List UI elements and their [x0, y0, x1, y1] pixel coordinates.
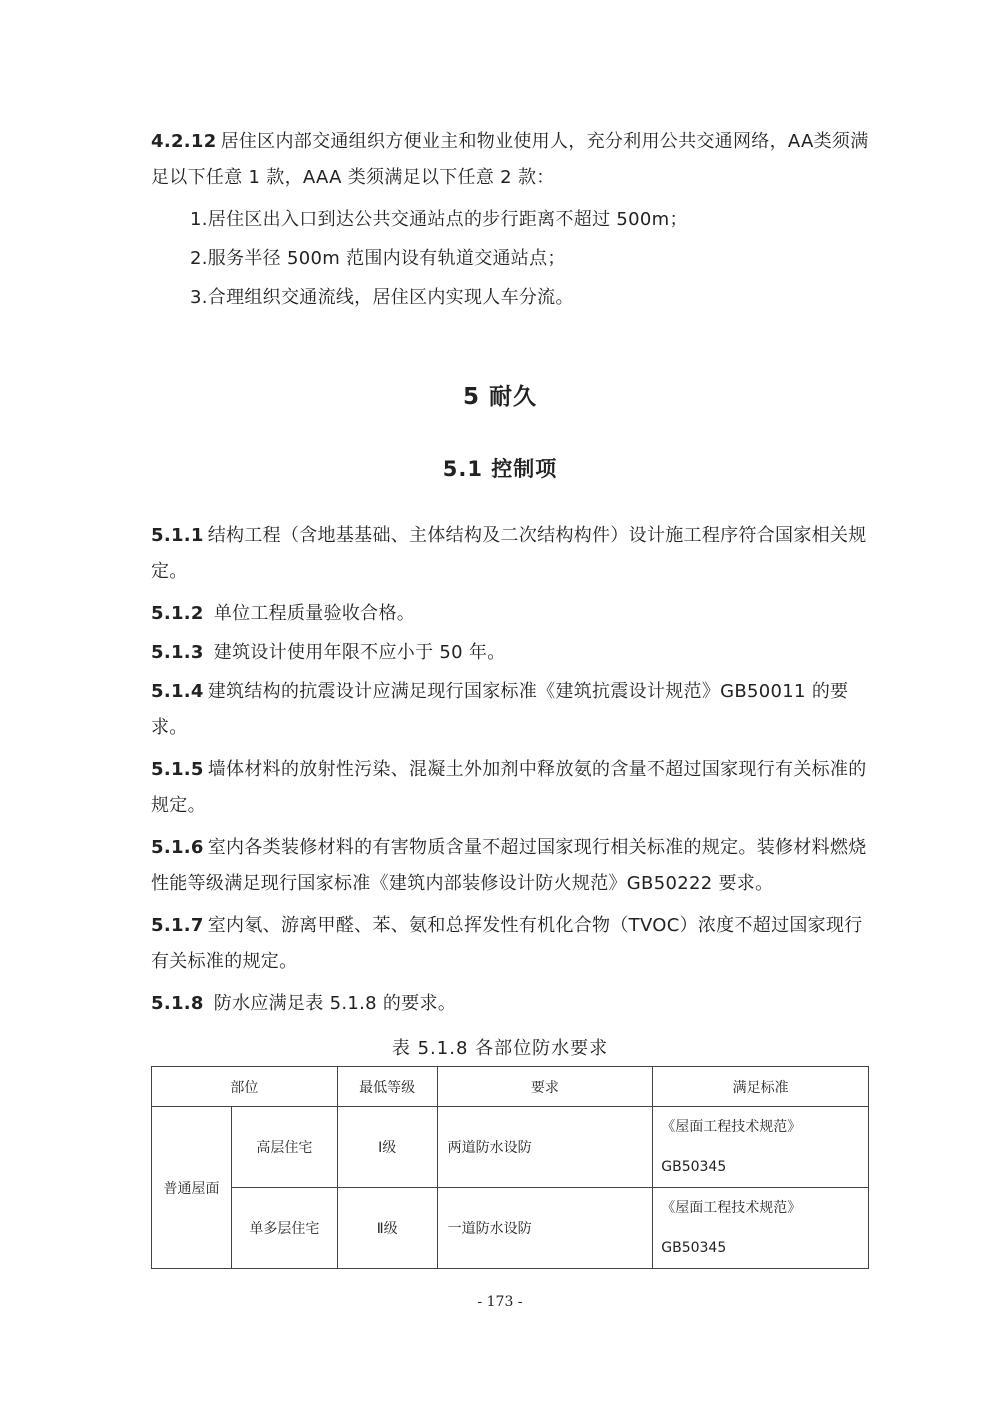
- header-cell: 满足标准: [653, 1067, 869, 1107]
- group-cell: 普通屋面: [152, 1107, 232, 1269]
- list-item: 1.居住区出入口到达公共交通站点的步行距离不超过 500m；: [190, 209, 688, 230]
- table-header-row: [152, 1067, 869, 1107]
- clause-5-1-6: [151, 830, 871, 902]
- clause-text: 建筑结构的抗震设计应满足现行国家标准《建筑抗震设计规范》GB50011 的要求。: [151, 681, 849, 738]
- requirement-cell: 两道防水设防: [437, 1107, 653, 1188]
- clause-number: 5.1.3: [151, 642, 204, 663]
- clause-number: 5.1.5: [151, 759, 204, 780]
- standard-code: GB50345: [661, 1240, 727, 1256]
- standard-code: GB50345: [661, 1159, 727, 1175]
- part-cell: 单多层住宅: [231, 1188, 337, 1269]
- list-item: 2.服务半径 500m 范围内设有轨道交通站点；: [190, 248, 566, 269]
- clause-5-1-8: [151, 986, 871, 1022]
- clause-5-1-4: [151, 674, 871, 746]
- clause-number: 4.2.12: [151, 131, 217, 152]
- standard-cell: [653, 1107, 869, 1188]
- clause-5-1-1: [151, 518, 871, 590]
- clause-text: 室内氡、游离甲醛、苯、氨和总挥发性有机化合物（TVOC）浓度不超过国家现行有关标准的规定。: [151, 915, 863, 972]
- header-cell: 要求: [437, 1067, 653, 1107]
- clause-text: 墙体材料的放射性污染、混凝土外加剂中释放氨的含量不超过国家现行有关标准的规定。: [151, 759, 867, 816]
- clause-5-1-2: [151, 596, 871, 632]
- clause-text: 建筑设计使用年限不应小于 50 年。: [207, 642, 506, 663]
- clause-text: 单位工程质量验收合格。: [207, 603, 416, 624]
- clause-number: 5.1.8: [151, 993, 204, 1014]
- page-number: - 173 -: [477, 1294, 523, 1310]
- clause-text: 居住区内部交通组织方便业主和物业使用人，充分利用公共交通网络，AA类须满足以下任意 1 款，AAA 类须满足以下任意 2 款：: [151, 131, 869, 188]
- clause-text: 室内各类装修材料的有害物质含量不超过国家现行相关标准的规定。装修材料燃烧性能等级满足现行国家标准《建筑内部装修设计防火规范》GB50222 要求。: [151, 837, 867, 894]
- table-row: [152, 1107, 869, 1188]
- header-cell: 最低等级: [337, 1067, 437, 1107]
- section-title: 5.1 控制项: [442, 457, 558, 481]
- grade-cell: Ⅱ级: [337, 1188, 437, 1269]
- clause-number: 5.1.1: [151, 525, 204, 546]
- clause-text: 防水应满足表 5.1.8 的要求。: [207, 993, 457, 1014]
- standard-cell: [653, 1188, 869, 1269]
- standard-title: 《屋面工程技术规范》: [661, 1200, 802, 1216]
- clause-5-1-7: [151, 908, 871, 980]
- clause-4-2-12: [151, 124, 871, 196]
- clause-5-1-5: [151, 752, 871, 824]
- table-caption: 表 5.1.8 各部位防水要求: [391, 1038, 609, 1059]
- clause-number: 5.1.2: [151, 603, 204, 624]
- clause-5-1-3: [151, 635, 871, 671]
- table-row: [152, 1188, 869, 1269]
- grade-cell: Ⅰ级: [337, 1107, 437, 1188]
- clause-number: 5.1.4: [151, 681, 204, 702]
- clause-number: 5.1.7: [151, 915, 204, 936]
- chapter-title: 5 耐久: [462, 384, 537, 410]
- clause-text: 结构工程（含地基基础、主体结构及二次结构构件）设计施工程序符合国家相关规定。: [151, 525, 867, 582]
- header-cell: 部位: [152, 1067, 338, 1107]
- standard-title: 《屋面工程技术规范》: [661, 1119, 802, 1135]
- list-item: 3.合理组织交通流线，居住区内实现人车分流。: [190, 287, 574, 308]
- part-cell: 高层住宅: [231, 1107, 337, 1188]
- requirement-cell: 一道防水设防: [437, 1188, 653, 1269]
- clause-number: 5.1.6: [151, 837, 204, 858]
- waterproof-table: [151, 1066, 869, 1269]
